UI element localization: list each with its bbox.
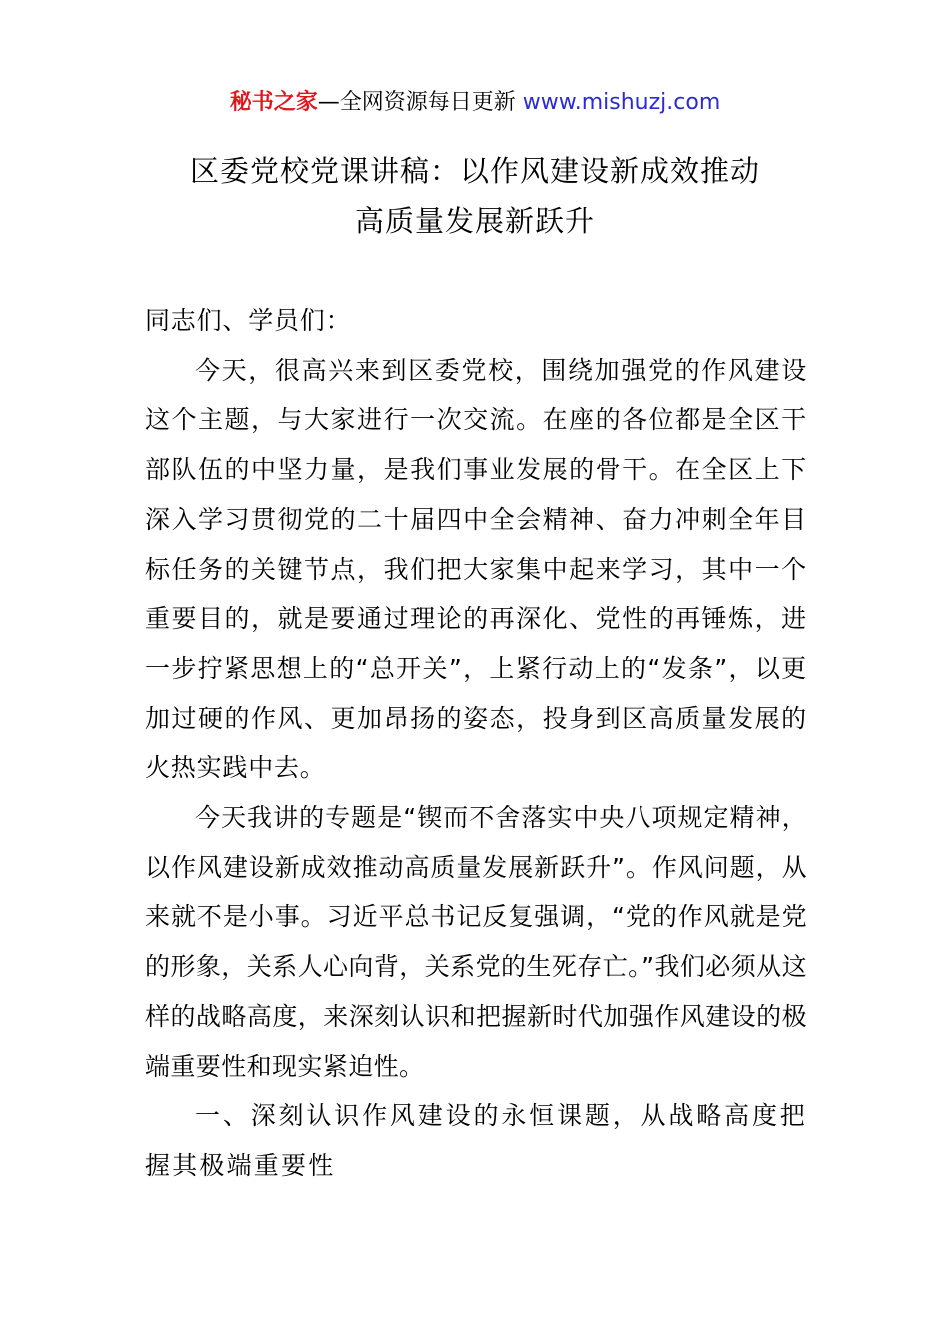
title-line-1: 区委党校党课讲稿：以作风建设新成效推动 <box>189 154 760 188</box>
salutation: 同志们、学员们： <box>145 306 352 335</box>
section-heading-1: 一、深刻认识作风建设的永恒课题，从战略高度把握其极端重要性 <box>145 1101 807 1180</box>
document-title <box>0 146 950 246</box>
paragraph-intro: 今天，很高兴来到区委党校，围绕加强党的作风建设这个主题，与大家进行一次交流。在座的各位都是全区干部队伍的中坚力量，是我们事业发展的骨干。在全区上下深入学习贯彻党的二十届四中全会精神、奋力冲刺全年目标任务的关键节点，我们把大家集中起来学习，其中一个重要目的，就是要通过理论的再深化、党性的再锤炼，进一步拧紧思想上的“总开关”，上紧行动上的“发条”，以更加过硬的作风、更加昂扬的姿态，投身到区高质量发展的火热实践中去。 <box>145 355 807 783</box>
header-tagline: —全网资源每日更新 <box>317 90 523 115</box>
title-line-2: 高质量发展新跃升 <box>354 204 595 238</box>
document-body <box>145 296 807 1191</box>
site-header <box>0 86 950 120</box>
brand-name: 秘书之家 <box>229 90 318 115</box>
paragraph-topic: 今天我讲的专题是“锲而不舍落实中央八项规定精神，以作风建设新成效推动高质量发展新跃升”。作风问题，从来就不是小事。习近平总书记反复强调，“党的作风就是党的形象，关系人心向背，关系党的生死存亡。”我们必须从这样的战略高度，来深刻认识和把握新时代加强作风建设的极端重要性和现实紧迫性。 <box>145 803 807 1081</box>
site-url-link[interactable]: www.mishuzj.com <box>522 90 721 115</box>
